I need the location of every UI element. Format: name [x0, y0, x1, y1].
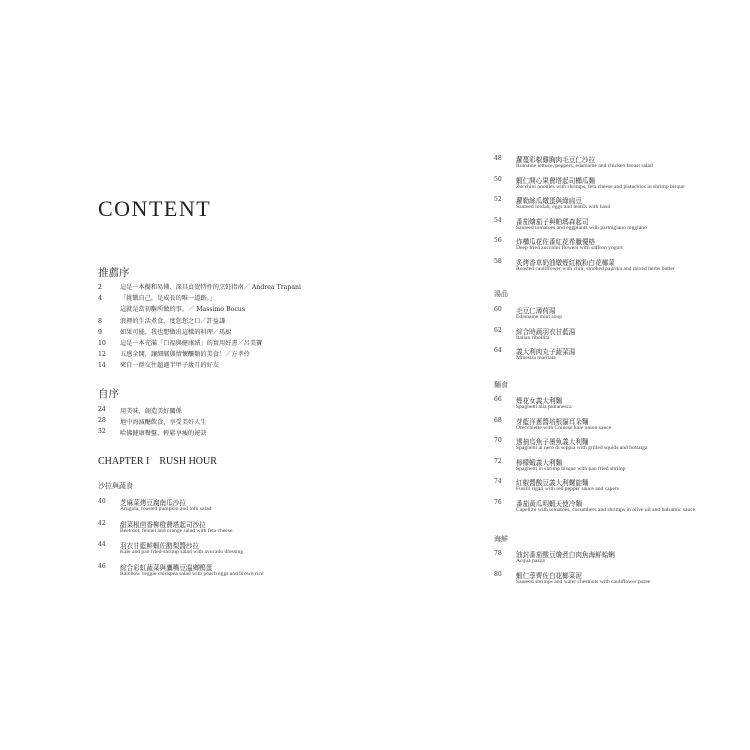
toc-text: 地中海減醣飲食，享受美好人生 — [120, 419, 207, 426]
dish-title-en: Capellini with tomatoes, cucumbers and shrimps in olive oil and balsamic sauce — [516, 506, 696, 513]
dish-title-zh: 油封番茄酸豆燴煮白肉魚海鮮蛤蜊 — [516, 551, 615, 559]
dish-title-en: Italian ribollita — [516, 334, 550, 341]
page-number: 76 — [494, 498, 502, 506]
toc-text: 這是一本充滿「口福與健康結」的實用好書／呂美寶 — [120, 340, 263, 347]
dish-title-en: Beetroot, fennel and orange salad with feta cheese — [120, 527, 233, 534]
page-number: 42 — [98, 519, 106, 527]
toc-text: 浪裡的生活煮食，度您您之口／許益謙 — [120, 317, 226, 325]
dish-title-zh: 番茄黃瓜明蝦天使冷麵 — [516, 499, 582, 508]
dish-title-zh: 羽衣甘藍鮮蝦佐酪梨醬沙拉 — [120, 542, 200, 551]
dish-title-en: Roasted cauliflower with chili, smoked paprika and mixed herbs butter — [516, 266, 675, 272]
dish-title-en: Spaghetti al nero di seppia with grilled squids and bottarga — [516, 445, 648, 451]
recommend-heading: 推薦序 — [98, 267, 130, 279]
dish-title-en: Deep fried zucchini flowers with saffron yogurt — [516, 245, 623, 252]
section-category: 麵食 — [494, 381, 508, 389]
page-number: 8 — [98, 317, 102, 325]
dish-title-en: Romaine lettuce, peppers, edamame and chicken breast salad — [516, 163, 653, 169]
page-number: 4 — [98, 295, 102, 303]
page-number: 78 — [494, 550, 502, 557]
page-number: 60 — [494, 306, 502, 313]
dish-title-zh: 透抽烏魚子墨魚義大利麵 — [516, 438, 589, 446]
dish-title-zh: 芝麻菜烤豆腐南瓜沙拉 — [120, 499, 186, 507]
dish-title-en: Sauteed shrimps and water chestnuts with cauliflower puree — [516, 578, 651, 585]
page-number: 50 — [494, 175, 502, 183]
page-number: 80 — [494, 570, 502, 578]
page-number: 12 — [98, 351, 106, 359]
dish-title-en: Kale and pan fried-shrimp salad with avocado dressing — [120, 549, 244, 556]
dish-title-zh: 芽藍洋蔥醬培根貓耳朵麵 — [516, 417, 589, 426]
page-number: 74 — [494, 478, 502, 485]
page-number: 10 — [98, 340, 106, 347]
dish-title-en: Zucchini noodles with shrimps, feta cheese and pistachios in shrimp bisque — [516, 183, 685, 190]
toc-text: 五感全開，讓細膩與情懷釀類的美食！／方孝伶 — [120, 351, 250, 359]
dish-title-zh: 蝦仁荸薺佐白花椰菜泥 — [516, 571, 582, 580]
dish-title-zh: 毛豆仁薄荷湯 — [516, 307, 556, 315]
toc-text: 哈佛健康餐盤，輕鬆享瘦的祕訣 — [120, 430, 207, 437]
page-title: CONTENT — [98, 196, 212, 221]
page-number: 44 — [98, 541, 106, 549]
dish-title-zh: 蝦仁開心果費塔起司櫛瓜麵 — [516, 176, 596, 185]
page-number: 58 — [494, 258, 502, 265]
dish-title-en: Rainbow veggie chickpea salad with poach eggs and brown rice — [120, 571, 264, 578]
page-number: 68 — [494, 416, 502, 424]
dish-title-zh: 綜合彩虹蔬菜與鷹嘴豆溫鄉鴨蛋 — [120, 564, 213, 573]
dish-title-zh: 蘿蔓彩椒雞胸肉毛豆仁沙拉 — [516, 156, 596, 164]
dish-title-zh: 紅椒醬酸豆義大利螺旋麵 — [516, 479, 589, 487]
dish-title-zh: 炸櫛瓜花佐番紅花希臘優格 — [516, 238, 596, 247]
page-number: 40 — [98, 498, 106, 505]
chapter-heading: CHAPTER I RUSH HOUR — [98, 456, 217, 467]
toc-text: 這就是當初驅所做的事。／ Massimo Bocus — [120, 306, 246, 314]
page-number: 9 — [98, 328, 102, 336]
page-number: 62 — [494, 326, 502, 334]
dish-title-en: Acqua pazza — [516, 558, 545, 564]
dish-title-zh: 甜菜根茴香柳橙費塔起司沙拉 — [120, 520, 206, 529]
page-number: 2 — [98, 284, 102, 291]
page-number: 52 — [494, 196, 502, 204]
page-number: 54 — [494, 216, 502, 224]
dish-title-zh: 綜合時蔬羽衣甘藍湯 — [516, 327, 576, 336]
page-number: 28 — [98, 417, 106, 424]
page-number: 66 — [494, 396, 502, 403]
dish-title-en: Arugula, roasted pumpkin and tofu salad — [120, 506, 212, 512]
toc-text: 來自一群交往超過半甲子歲月的好友 — [120, 362, 219, 370]
dish-title-en: Spaghetti in shrimp bisque with pan fried shrimp — [516, 465, 626, 472]
toc-text: 「挑戰自己，是成長的唯一道路。」 — [120, 295, 216, 303]
page-number: 46 — [98, 563, 106, 571]
dish-title-en: Sauteed loofah, eggs and lentils with basil — [516, 204, 611, 211]
toc-text: 用美味，創造美好關係 — [120, 408, 182, 415]
page-number: 32 — [98, 428, 106, 435]
page-number: 64 — [494, 347, 502, 354]
toc-text: 這是一本擬和易懂、深具貞覺特性的烹飪指南／ Andrea Trapani — [120, 284, 301, 291]
dish-title-en: Sauteed tomatoes and eggplants with parmigiano reggiano — [516, 224, 647, 231]
page-number: 14 — [98, 362, 106, 370]
dish-title-zh: 蘿勒絲瓜燉蛋與綠扁豆 — [516, 197, 582, 206]
dish-title-zh: 炙烤香草奶油燉煙紅椒粉白花椰菜 — [516, 259, 615, 267]
page-number: 56 — [494, 237, 502, 245]
dish-title-en: Edamame mint soup — [516, 314, 562, 320]
dish-title-zh: 義大利肉丸子蔬菜湯 — [516, 348, 576, 356]
dish-title-en: Minestra maritata — [516, 355, 556, 361]
section-category: 沙拉與蔬食 — [98, 482, 133, 490]
page-number: 70 — [494, 437, 502, 444]
preface-heading: 自序 — [98, 388, 119, 400]
dish-title-zh: 檸檬蝦義大利麵 — [516, 458, 563, 467]
dish-title-zh: 番茄燴茄子與帕瑪森起司 — [516, 217, 589, 226]
dish-title-en: Spaghetti alla puttanesca — [516, 404, 572, 410]
dish-title-zh: 煙花女義大利麵 — [516, 397, 563, 405]
dish-title-en: Orecchiette with Chinese kale onion sauce — [516, 424, 612, 431]
page-number: 48 — [494, 155, 502, 162]
section-category: 湯品 — [494, 290, 508, 298]
page-number: 72 — [494, 457, 502, 465]
section-category: 海鮮 — [494, 535, 508, 543]
page-number: 24 — [98, 406, 106, 413]
toc-text: 如果可能，我也想做出這樣的料理／馬厨 — [120, 328, 232, 336]
dish-title-en: Fusilli rigati with red pepper sauce and capers — [516, 486, 619, 492]
